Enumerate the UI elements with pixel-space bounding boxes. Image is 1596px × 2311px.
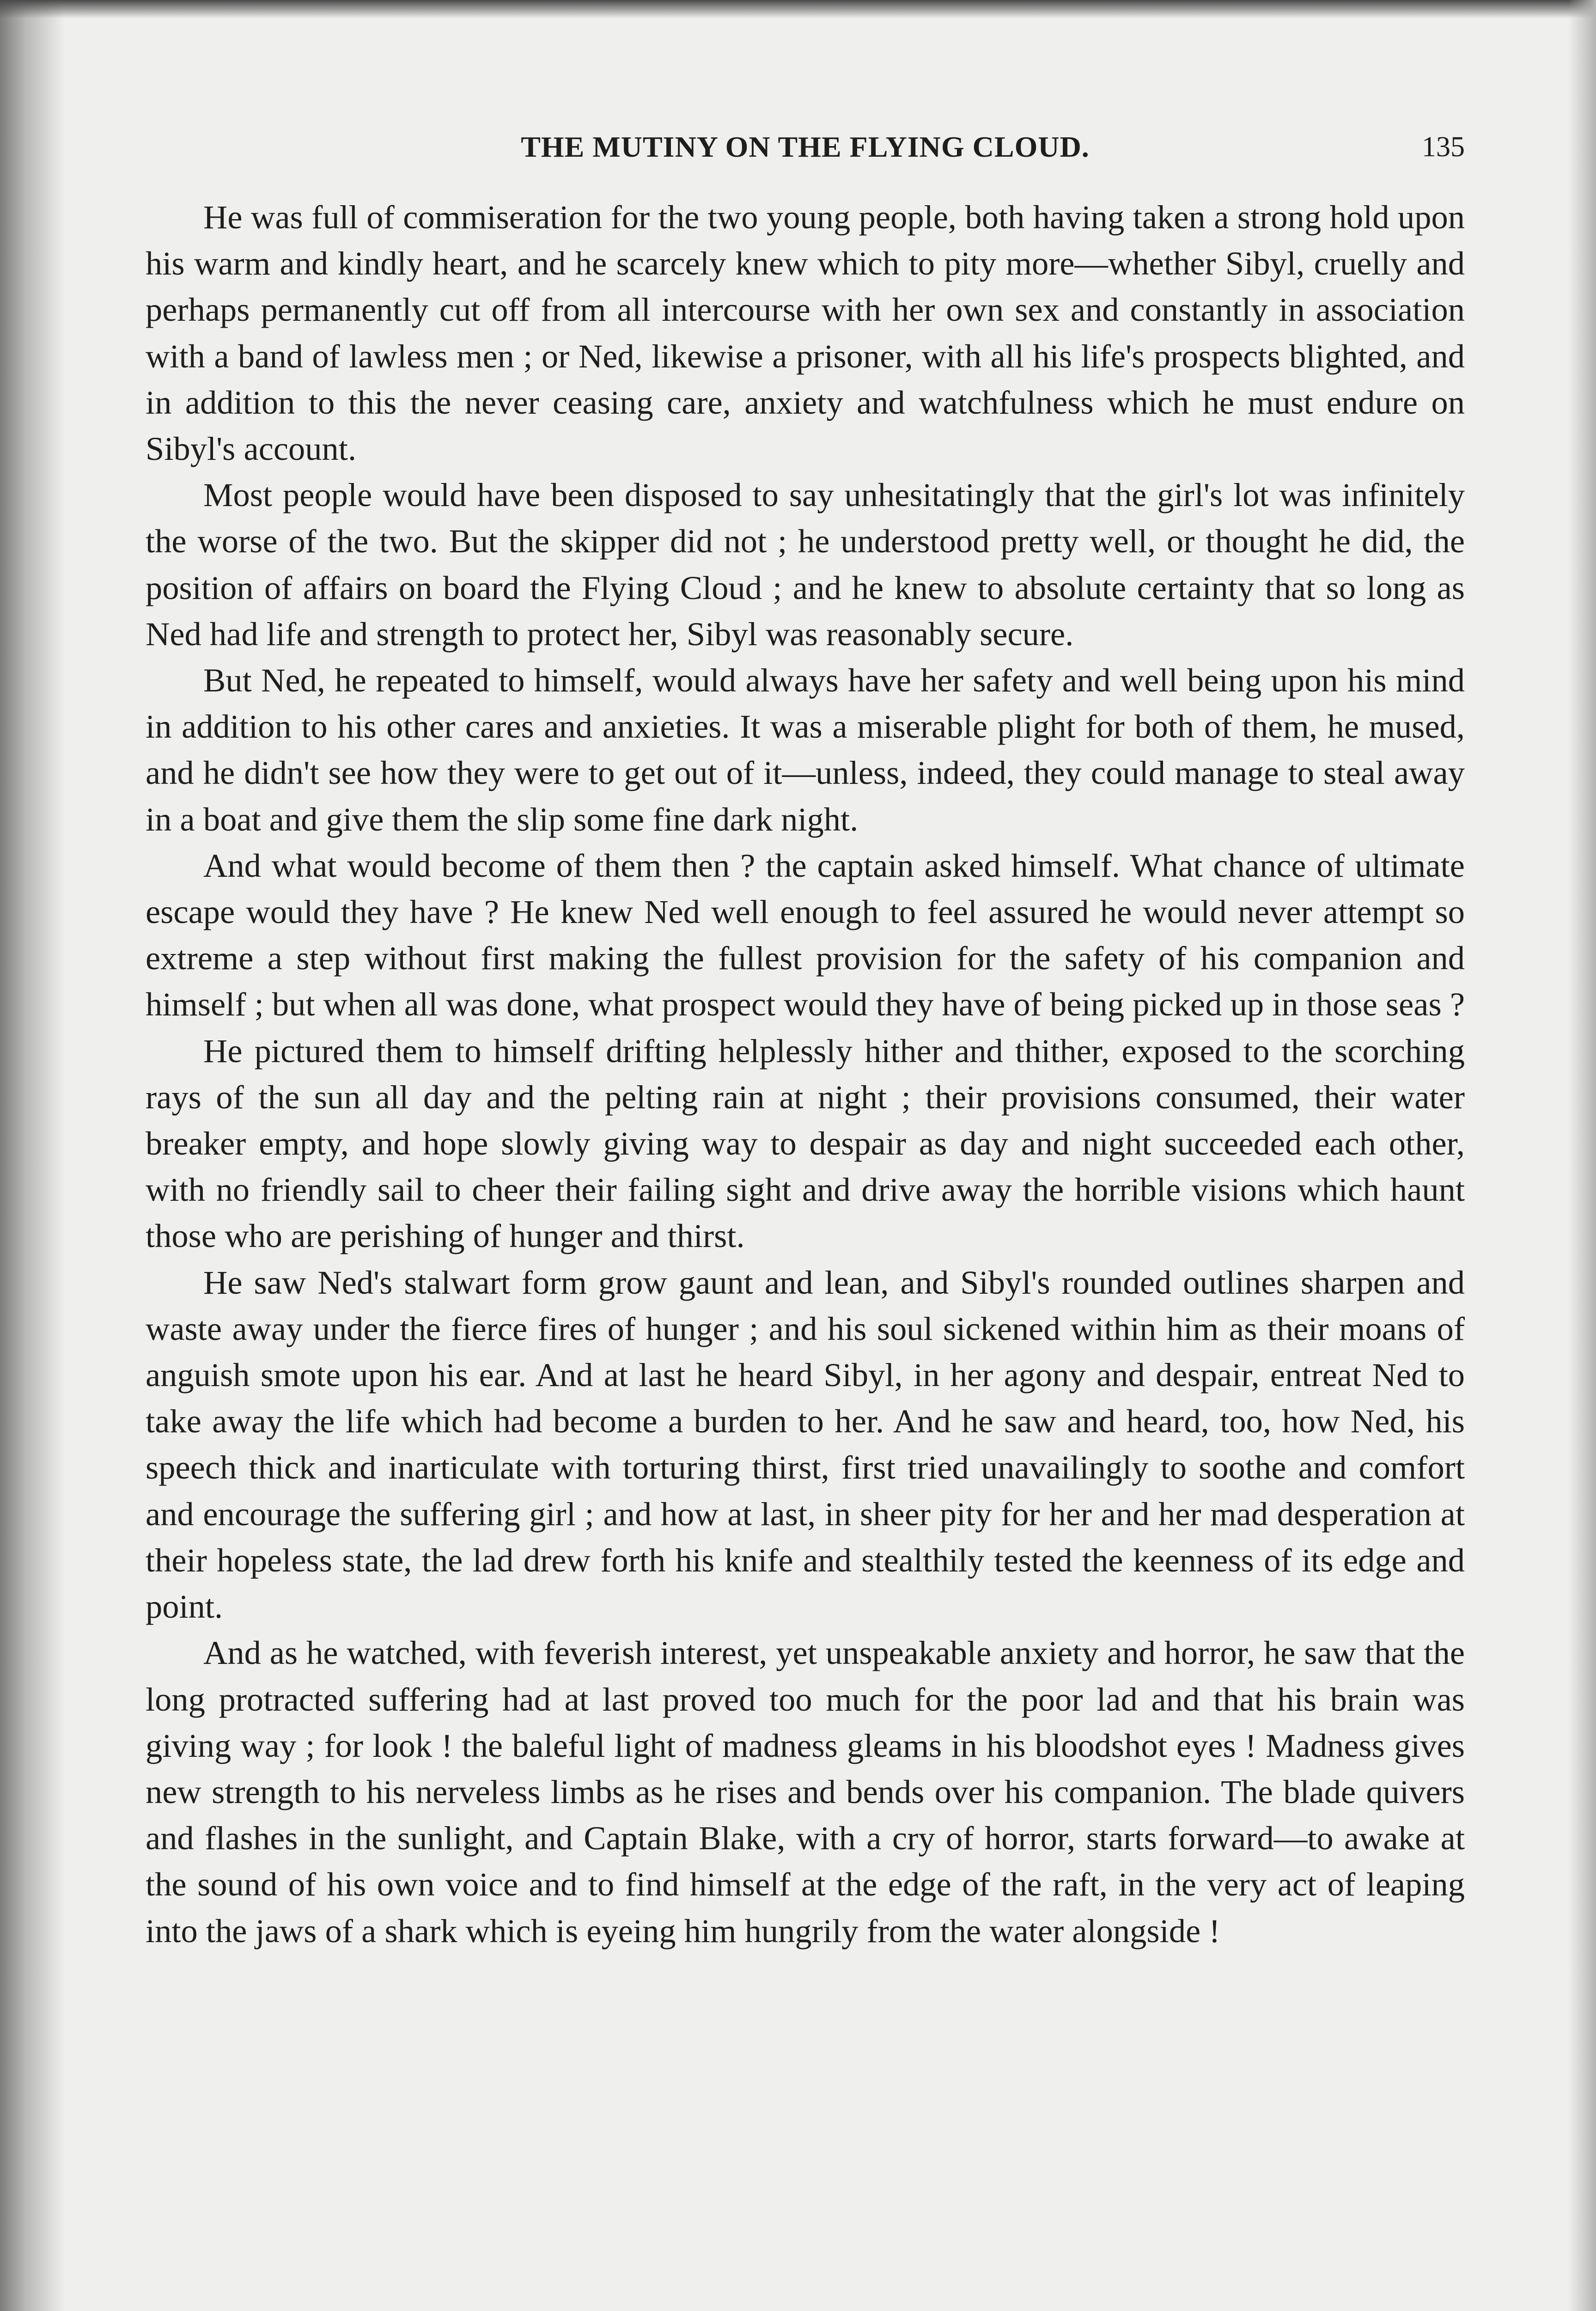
paragraph: He was full of commiseration for the two young people, both having taken a strong hold upon his warm and kindly heart, and he scarcely knew which to pity more—whether Sibyl, cruelly and perhaps permanently cut off from all intercourse with her own sex and constantly in association with a band of lawless men ; or Ned, likewise a prisoner, with all his life's prospects blighted, and in addition to this the never ceasing care, anxiety and watchfulness which he must endure on Sibyl's account. [146, 198, 1465, 468]
paragraph: And what would become of them then ? the captain asked himself. What chance of ultimate escape would they have ? He knew Ned well enough to feel assured he would never attempt so extreme a step without first making the fullest provision for the safety of his companion and himself ; but when all was done, what prospect would they have of being picked up in those seas ? [146, 846, 1465, 1023]
paragraph: He saw Ned's stalwart form grow gaunt and lean, and Sibyl's rounded outlines sharpen and waste away under the fierce fires of hunger ; and his soul sickened within him as their moans of anguish smote upon his ear. And at last he heard Sibyl, in her agony and despair, entreat Ned to take away the life which had become a burden to her. And he saw and heard, too, how Ned, his speech thick and inarticulate with torturing thirst, first tried unavailingly to soothe and comfort and encourage the suffering girl ; and how at last, in sheer pity for her and her mad desperation at their hopeless state, the lad drew forth his knife and stealthily tested the keenness of its edge and point. [146, 1263, 1465, 1626]
paragraph: Most people would have been disposed to say unhesitatingly that the girl's lot was infinitely the worse of the two. But the skipper did not ; he understood pretty well, or thought he did, the position of affairs on board the Flying Cloud ; and he knew to absolute certainty that so long as Ned had life and strength to protect her, Sibyl was reasonably secure. [146, 476, 1465, 653]
page-edge-shadow [1568, 0, 1596, 2311]
page-number: 135 [1422, 131, 1465, 163]
paragraph: He pictured them to himself drifting helplessly hither and thither, exposed to the scorching rays of the sun all day and the pelting rain at night ; their provisions consumed, their water breaker empty, and hope slowly giving way to despair as day and night succeeded each other, with no friendly sail to cheer their failing sight and drive away the horrible visions which haunt those who are perishing of hunger and thirst. [146, 1032, 1465, 1255]
page-top-shadow [0, 0, 1596, 18]
paragraph: But Ned, he repeated to himself, would always have her safety and well being upon his mind in addition to his other cares and anxieties. It was a miserable plight for both of them, he mused, and he didn't see how they were to get out of it—unless, indeed, they could manage to steal away in a boat and give them the slip some fine dark night. [146, 661, 1465, 838]
running-title: THE MUTINY ON THE FLYING CLOUD. [521, 130, 1090, 163]
paragraph: And as he watched, with feverish interest, yet unspeakable anxiety and horror, he saw that the long protracted suffering had at last proved too much for the poor lad and that his brain was giving way ; for look ! the baleful light of madness gleams in his bloodshot eyes ! Madness gives new strength to his nerveless limbs as he rises and bends over his companion. The blade quivers and flashes in the sunlight, and Captain Blake, with a cry of horror, starts forward—to awake at the sound of his own voice and to find himself at the edge of the raft, in the very act of leaping into the jaws of a shark which is eyeing him hungrily from the water alongside ! [146, 1634, 1465, 1950]
body-text [146, 194, 1465, 1954]
page-header [146, 124, 1465, 170]
page-gutter-shadow [0, 0, 65, 2311]
